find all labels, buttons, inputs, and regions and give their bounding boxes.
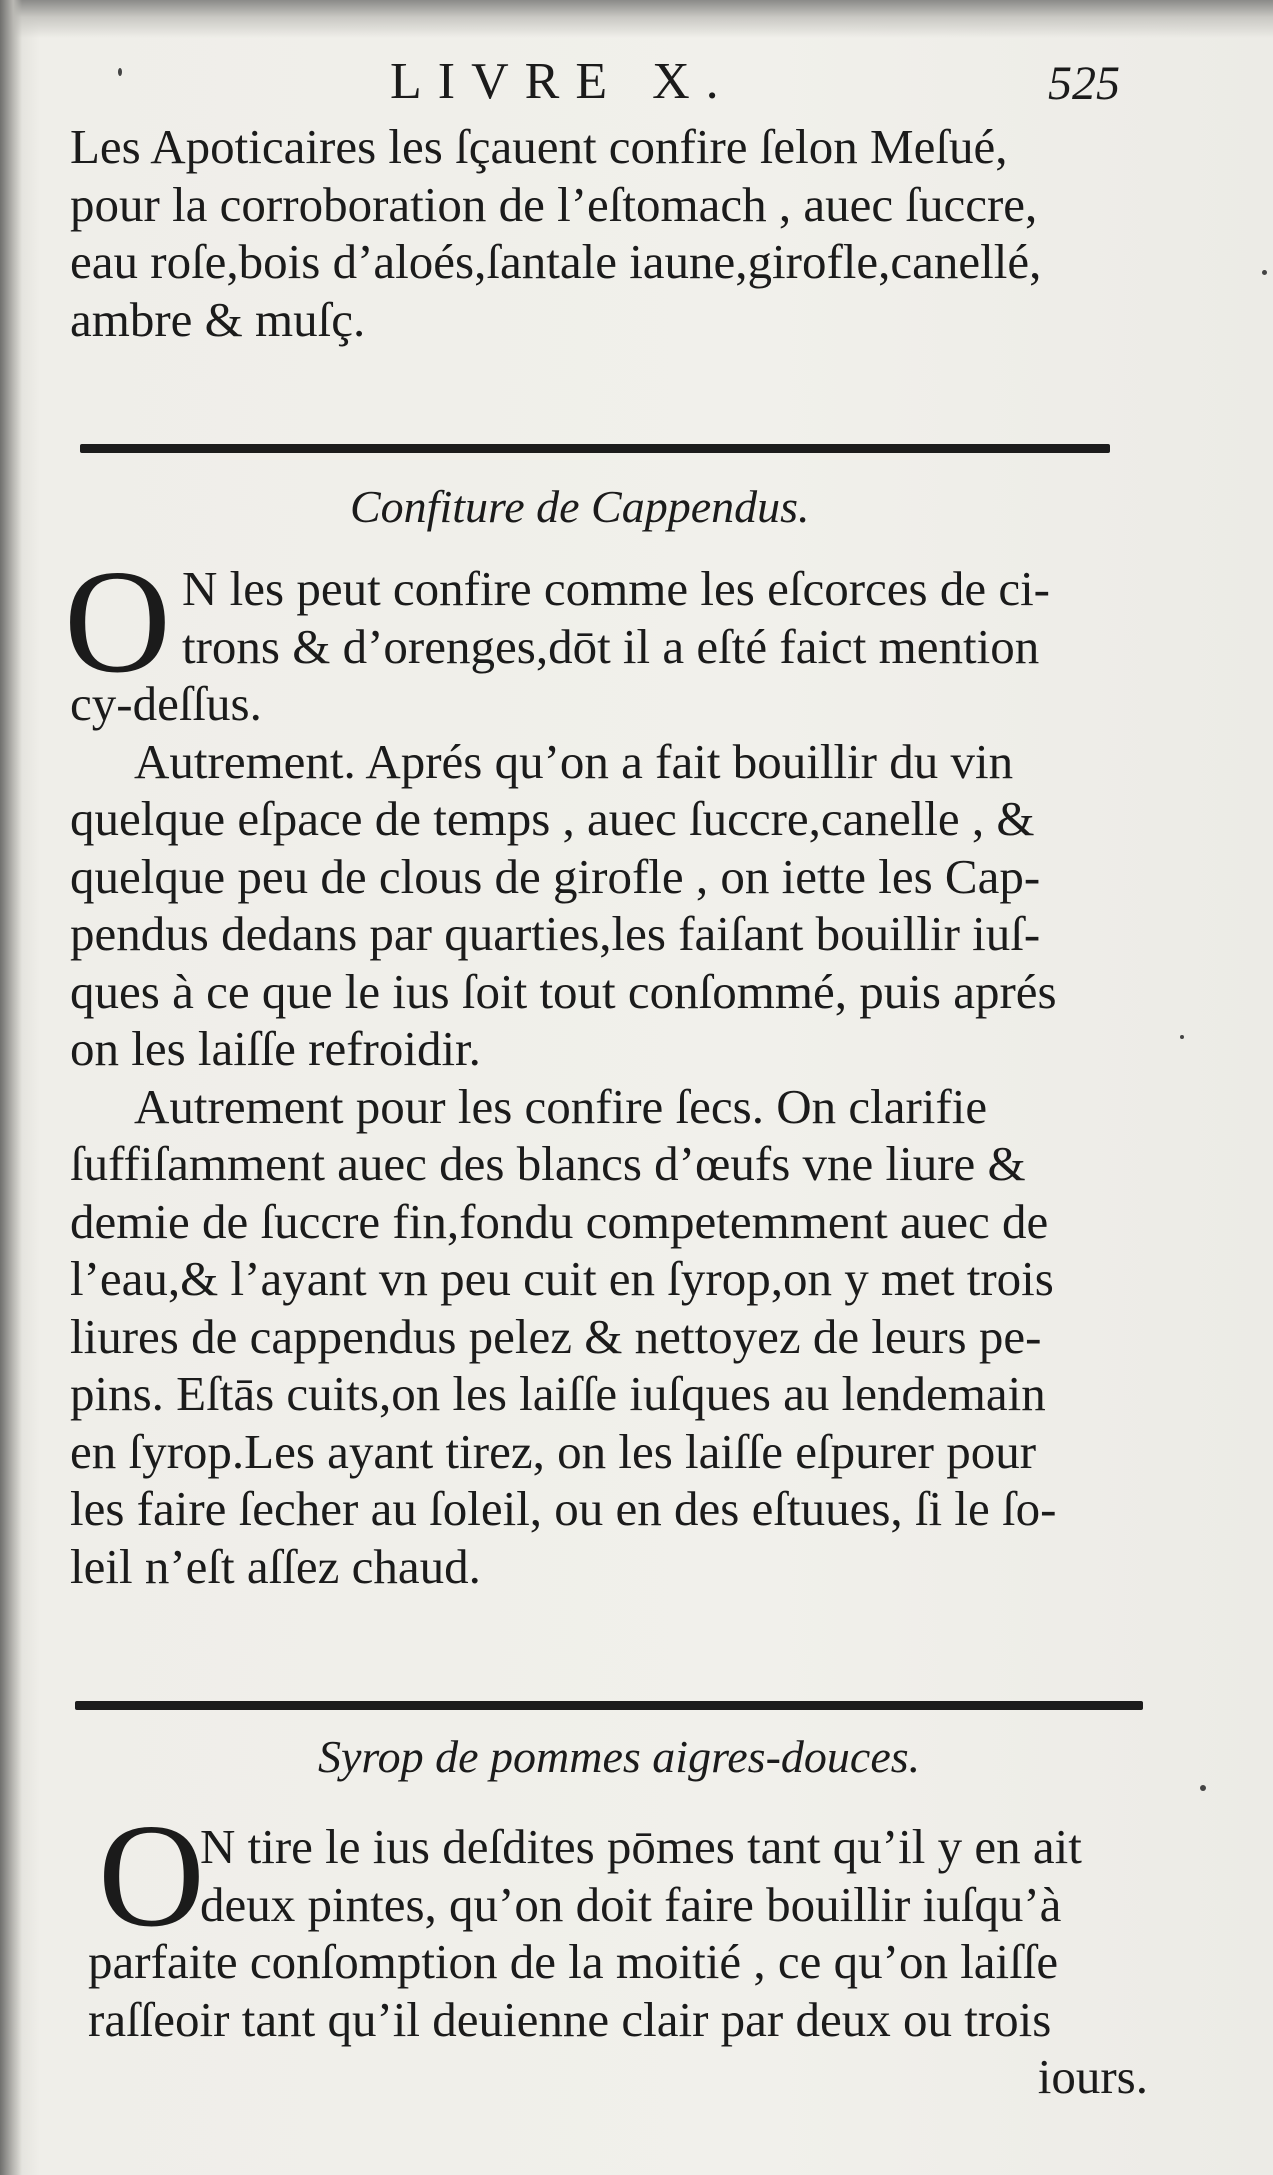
- running-head: LIVRE X.: [390, 53, 735, 110]
- paper-speck: [1200, 1785, 1206, 1791]
- text-line: pins. Eſtās cuits,on les laiſſe iuſques au lendemain: [70, 1366, 1046, 1421]
- section-divider: [80, 444, 1110, 453]
- drop-cap: O: [98, 1794, 205, 1958]
- scan-top-shadow: [0, 0, 1273, 38]
- text-line: pour la corroboration de l’eſtomach , auec ſuccre,: [70, 176, 1038, 232]
- text-line: en ſyrop.Les ayant tirez, on les laiſſe eſpurer pour: [70, 1423, 1037, 1479]
- text-line: parfaite conſomption de la moitié , ce qu’on laiſſe: [88, 1934, 1059, 1989]
- section-divider: [75, 1701, 1143, 1710]
- text-line: ſuffiſamment auec des blancs d’œufs vne liure &: [70, 1136, 1026, 1191]
- page-number: 525: [1048, 57, 1120, 110]
- text-line: quelque peu de clous de girofle , on iette les Cap-: [70, 848, 1041, 904]
- drop-cap: O: [64, 540, 171, 704]
- text-line: l’eau,& l’ayant vn peu cuit en ſyrop,on y met trois: [70, 1251, 1054, 1306]
- paper-speck: [1262, 270, 1267, 275]
- text-line: on les laiſſe refroidir.: [70, 1021, 481, 1076]
- text-line: cy-deſſus.: [70, 676, 262, 731]
- section-title: Confiture de Cappendus.: [350, 481, 810, 532]
- text-line: N tire le ius deſdites pōmes tant qu’il y en ait: [200, 1819, 1082, 1874]
- text-line: quelque eſpace de temps , auec ſuccre,canelle , &: [70, 791, 1035, 846]
- text-line: N les peut confire comme les eſcorces de ci-: [182, 561, 1051, 616]
- text-line: eau roſe,bois d’aloés,ſantale iaune,girofle,canellé,: [70, 234, 1042, 289]
- paper-speck: [1180, 1035, 1184, 1039]
- page-header: [70, 52, 1120, 122]
- text-line: leil n’eſt aſſez chaud.: [70, 1538, 481, 1594]
- text-line: pendus dedans par quarties,les faiſant bouillir iuſ-: [70, 906, 1041, 961]
- text-line: les faire ſecher au ſoleil, ou en des eſtuues, ſi le ſo-: [70, 1481, 1057, 1536]
- text-line: deux pintes, qu’on doit faire bouillir iuſqu’à: [200, 1876, 1062, 1932]
- text-line: ambre & muſç.: [70, 291, 366, 347]
- text-line: liures de cappendus pelez & nettoyez de leurs pe-: [70, 1308, 1042, 1364]
- text-line: trons & d’orenges,dōt il a eſté faict mention: [182, 618, 1040, 674]
- text-line: Autrement. Aprés qu’on a fait bouillir du vin: [134, 733, 1014, 789]
- section-title: Syrop de pommes aigres-douces.: [318, 1731, 921, 1782]
- text-line: raſſeoir tant qu’il deuienne clair par deux ou trois: [88, 1991, 1052, 2047]
- text-line: Les Apoticaires les ſçauent confire ſelon Meſué,: [70, 119, 1008, 174]
- text-line: Autrement pour les confire ſecs. On clarifie: [134, 1078, 988, 1134]
- section-body: [70, 560, 1140, 1595]
- paper-speck: [118, 68, 122, 76]
- section-body: [88, 1818, 1148, 2106]
- intro-paragraph: [70, 118, 1130, 348]
- scan-gutter-shadow: [0, 0, 22, 2175]
- text-line: iours.: [1037, 2049, 1148, 2104]
- text-line: demie de ſuccre fin,fondu competemment auec de: [70, 1193, 1049, 1249]
- text-line: ques à ce que le ius ſoit tout conſommé, puis aprés: [70, 963, 1057, 1019]
